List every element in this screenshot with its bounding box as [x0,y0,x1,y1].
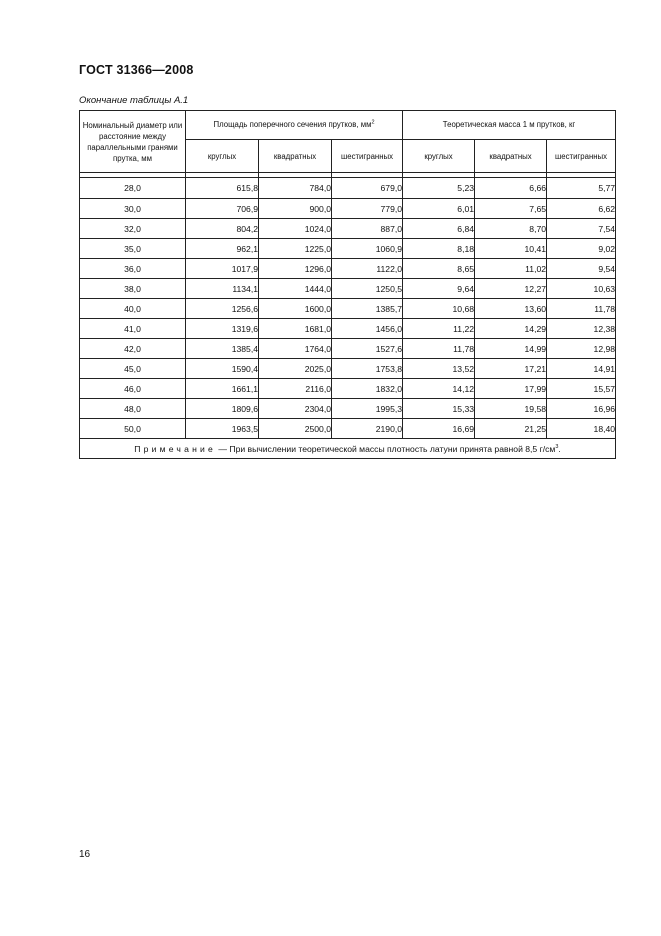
area-hex-cell: 1832,0 [332,379,403,399]
table-row [80,399,616,419]
area-hex-cell: 1995,3 [332,399,403,419]
mass-round-cell: 5,23 [403,178,475,199]
data-table [79,110,616,459]
mass-round-cell: 15,33 [403,399,475,419]
area-hex-cell: 1456,0 [332,319,403,339]
table-note [80,439,616,459]
mass-square-cell: 12,27 [475,279,547,299]
area-square-cell: 1764,0 [259,339,332,359]
area-round-cell: 1319,6 [186,319,259,339]
mass-square-cell: 8,70 [475,219,547,239]
area-hex-cell: 1250,5 [332,279,403,299]
area-square-cell: 1600,0 [259,299,332,319]
subheader-mass-round: круглых [403,140,475,173]
note-sup: 3 [555,443,559,450]
table-row [80,339,616,359]
area-square-cell: 1225,0 [259,239,332,259]
mass-hex-cell: 16,96 [547,399,616,419]
mass-round-cell: 10,68 [403,299,475,319]
mass-hex-cell: 15,57 [547,379,616,399]
mass-hex-cell: 12,38 [547,319,616,339]
diameter-cell: 32,0 [80,219,186,239]
area-round-cell: 706,9 [186,199,259,219]
area-square-cell: 2116,0 [259,379,332,399]
diameter-cell: 30,0 [80,199,186,219]
table-row [80,239,616,259]
mass-round-cell: 6,01 [403,199,475,219]
table-caption: Окончание таблицы А.1 [79,95,189,106]
area-round-cell: 1809,6 [186,399,259,419]
diameter-cell: 28,0 [80,178,186,199]
area-square-cell: 2304,0 [259,399,332,419]
table-row [80,178,616,199]
mass-round-cell: 11,78 [403,339,475,359]
area-hex-cell: 1122,0 [332,259,403,279]
subheader-area-round: круглых [186,140,259,173]
diameter-cell: 41,0 [80,319,186,339]
mass-round-cell: 8,65 [403,259,475,279]
area-round-cell: 1963,5 [186,419,259,439]
table-row [80,319,616,339]
table-row [80,279,616,299]
subheader-mass-hexagonal: шестигранных [547,140,616,173]
area-square-cell: 1024,0 [259,219,332,239]
mass-hex-cell: 6,62 [547,199,616,219]
area-round-cell: 1134,1 [186,279,259,299]
area-hex-cell: 779,0 [332,199,403,219]
area-hex-cell: 1385,7 [332,299,403,319]
area-round-cell: 1017,9 [186,259,259,279]
mass-square-cell: 14,99 [475,339,547,359]
mass-hex-cell: 10,63 [547,279,616,299]
mass-hex-cell: 5,77 [547,178,616,199]
table-row [80,379,616,399]
mass-square-cell: 17,99 [475,379,547,399]
area-square-cell: 784,0 [259,178,332,199]
area-round-cell: 1385,4 [186,339,259,359]
area-hex-cell: 887,0 [332,219,403,239]
mass-round-cell: 6,84 [403,219,475,239]
area-round-cell: 804,2 [186,219,259,239]
table-body [80,173,616,439]
mass-round-cell: 13,52 [403,359,475,379]
area-hex-cell: 2190,0 [332,419,403,439]
mass-round-cell: 9,64 [403,279,475,299]
area-hex-cell: 679,0 [332,178,403,199]
table-row [80,219,616,239]
header-area-sup: 2 [371,119,375,126]
table-row [80,199,616,219]
mass-round-cell: 16,69 [403,419,475,439]
mass-round-cell: 11,22 [403,319,475,339]
area-round-cell: 1661,1 [186,379,259,399]
area-square-cell: 2500,0 [259,419,332,439]
diameter-cell: 42,0 [80,339,186,359]
mass-square-cell: 6,66 [475,178,547,199]
area-hex-cell: 1527,6 [332,339,403,359]
area-hex-cell: 1753,8 [332,359,403,379]
area-hex-cell: 1060,9 [332,239,403,259]
table-row [80,359,616,379]
header-area-group [186,111,403,140]
diameter-cell: 36,0 [80,259,186,279]
mass-hex-cell: 12,98 [547,339,616,359]
header-area-label: Площадь поперечного сечения прутков, мм [213,120,372,129]
mass-square-cell: 14,29 [475,319,547,339]
area-square-cell: 1296,0 [259,259,332,279]
mass-square-cell: 21,25 [475,419,547,439]
mass-square-cell: 13,60 [475,299,547,319]
diameter-cell: 48,0 [80,399,186,419]
note-end: . [558,443,561,454]
area-square-cell: 1681,0 [259,319,332,339]
mass-hex-cell: 14,91 [547,359,616,379]
note-text: — При вычислении теоретической массы плотность латуни принята равной 8,5 г/см [218,443,556,454]
diameter-cell: 35,0 [80,239,186,259]
mass-round-cell: 14,12 [403,379,475,399]
table-row [80,419,616,439]
area-square-cell: 2025,0 [259,359,332,379]
mass-hex-cell: 9,54 [547,259,616,279]
table-row [80,299,616,319]
mass-hex-cell: 9,02 [547,239,616,259]
area-square-cell: 900,0 [259,199,332,219]
subheader-area-hexagonal: шестигранных [332,140,403,173]
mass-hex-cell: 7,54 [547,219,616,239]
area-round-cell: 962,1 [186,239,259,259]
area-round-cell: 615,8 [186,178,259,199]
page-number: 16 [79,849,91,860]
header-mass-group: Теоретическая масса 1 м прутков, кг [403,111,616,140]
diameter-cell: 50,0 [80,419,186,439]
mass-round-cell: 8,18 [403,239,475,259]
diameter-cell: 38,0 [80,279,186,299]
note-label: Примечание [134,443,217,454]
area-round-cell: 1256,6 [186,299,259,319]
diameter-cell: 46,0 [80,379,186,399]
diameter-cell: 45,0 [80,359,186,379]
mass-square-cell: 7,65 [475,199,547,219]
mass-square-cell: 19,58 [475,399,547,419]
header-diameter: Номинальный диаметр или расстояние между параллельными гранями прутка, мм [80,111,186,173]
area-square-cell: 1444,0 [259,279,332,299]
mass-hex-cell: 11,78 [547,299,616,319]
table-row [80,259,616,279]
area-round-cell: 1590,4 [186,359,259,379]
document-title: ГОСТ 31366—2008 [79,63,194,77]
mass-hex-cell: 18,40 [547,419,616,439]
mass-square-cell: 10,41 [475,239,547,259]
mass-square-cell: 17,21 [475,359,547,379]
subheader-area-square: квадратных [259,140,332,173]
subheader-mass-square: квадратных [475,140,547,173]
mass-square-cell: 11,02 [475,259,547,279]
diameter-cell: 40,0 [80,299,186,319]
